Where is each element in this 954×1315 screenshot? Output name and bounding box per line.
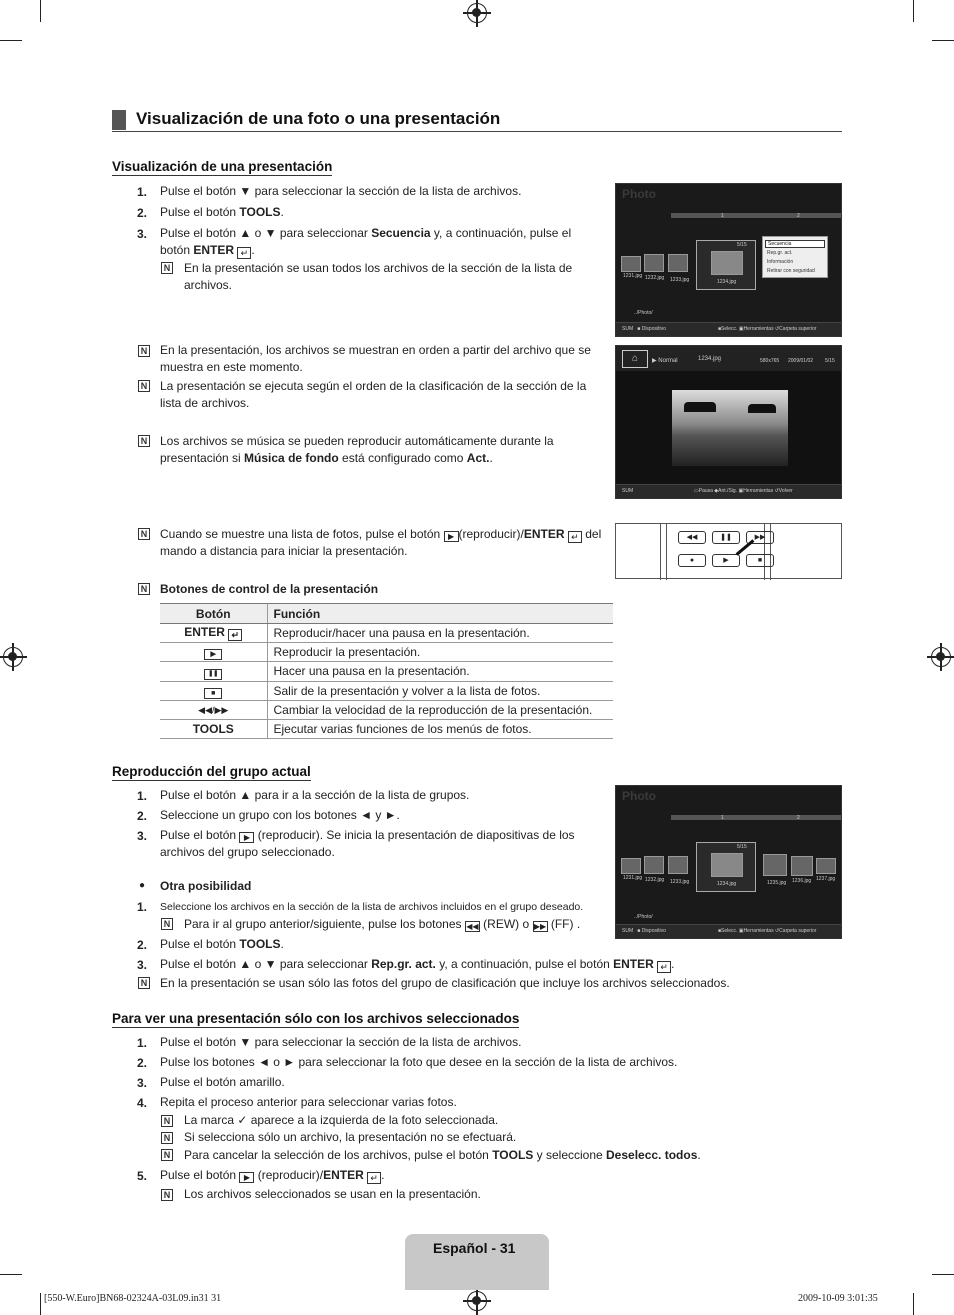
crop-mark [913,1293,914,1315]
crop-mark [932,40,954,41]
subsection-title: Reproducción del grupo actual [112,764,311,779]
file-label: 1232.jpg [645,877,665,883]
table-row [160,701,613,720]
photo-thumbnail [621,858,641,874]
crop-mark [40,1293,41,1315]
menu-item[interactable]: Rep.gr. act. [767,250,793,256]
bar-item: Herramientas [743,488,774,494]
photo-icon: ⌂ [622,350,648,368]
file-label: 1231.jpg [623,875,643,881]
tv-screenshot-photo-list [615,183,842,337]
play-key-icon: ▶ [239,1172,254,1183]
file-label: 1233.jpg [670,879,690,885]
count-label: 5/15 [737,844,747,850]
crop-mark [0,1274,22,1275]
note-text: Para cancelar la selección de los archivos, pulse el botón TOOLS y seleccione Deselecc. todos. [184,1148,701,1162]
bar-item: SUM [622,928,634,934]
note-text: Para ir al grupo anterior/siguiente, pulse los botones ◀◀ (REW) o ▶▶ (FF) . [184,917,581,931]
bar-item: Selecc. [721,326,738,332]
note-icon [161,1149,173,1161]
table-row [160,720,613,739]
step-number: 2. [137,938,148,952]
note-text: Cuando se muestre una lista de fotos, pulse el botón ▶ (reproducir)/ENTER ↵ del mando a distancia para iniciar la presentación. [160,527,602,558]
note-icon [161,1115,173,1127]
bar-item: Pausa [698,488,713,494]
file-label: 1235.jpg [767,880,787,886]
table-cell: Reproducir la presentación. [267,643,613,662]
note-icon [161,1189,173,1201]
slideshow-photo [672,390,788,466]
photo-thumbnail [644,856,664,874]
step-number: 2. [137,206,148,220]
registration-mark-icon [3,647,23,667]
note-icon [138,435,150,447]
page-title: Visualización de una foto o una presentación [136,109,501,128]
crop-mark [913,0,914,22]
bar-item: Dispositivo [641,928,666,934]
note-text: En la presentación, los archivos se muestran en orden a partir del archivo que se muestra en este momento. [160,343,591,374]
path-label: ../Photo/ [634,914,653,920]
check-mark-icon: ✓ [237,1113,248,1127]
pause-button-icon: ❚❚ [712,531,740,544]
step-number: 3. [137,227,148,241]
table-header-row [160,604,613,624]
file-label: 1233.jpg [670,277,690,283]
subsection-title: Visualización de una presentación [112,159,333,174]
heading-block-icon [112,110,126,130]
table-cell-key: ENTER ↵ [160,624,267,643]
enter-icon: ↵ [568,531,582,543]
step-text: Seleccione un grupo con los botones ◄ y ►. [160,808,400,822]
note-text: La marca ✓ aparece a la izquierda de la foto seleccionada. [184,1113,499,1127]
timeline [671,213,841,218]
step-number: 3. [137,1076,148,1090]
photo-detail [748,404,776,413]
count-label: 5/15 [737,242,747,248]
fast-forward-button-icon: ▶▶ [746,531,774,544]
photo-thumbnail [644,254,664,272]
screen-title: Photo [622,789,656,803]
step-text: Seleccione los archivos en la sección de la lista de archivos incluidos en el grupo deseado. [160,901,584,913]
timeline-label: 1 [721,815,724,821]
play-key-icon: ▶ [239,832,254,843]
file-label: 1234.jpg [717,881,737,887]
path-label: ../Photo/ [634,310,653,316]
note-icon [138,380,150,392]
table-cell-key: TOOLS [160,720,267,739]
step-text: Repita el proceso anterior para seleccionar varias fotos. [160,1095,457,1109]
note-text: En la presentación se usan todos los archivos de la sección de la lista de archivos. [184,261,573,292]
step-number: 1. [137,789,148,803]
subheading-text: Otra posibilidad [160,879,252,893]
photo-thumbnail [668,856,688,874]
timeline [671,815,841,820]
photo-thumbnail [711,251,743,275]
step-text: Pulse los botones ◄ o ► para seleccionar la foto que desee en la sección de la lista de archivos. [160,1055,678,1069]
bar-item: Herramientas [743,928,774,934]
bar-item: Carpeta superior [779,326,817,332]
note-text: La presentación se ejecuta según el orden de la clasificación de la sección de la lista de archivos. [160,379,587,410]
selected-photo-frame [696,842,756,892]
screen-status-bar: SUM ■ Dispositivo ■Selecc. ▣Herramientas ↺Carpeta superior [616,924,841,938]
note-text: Los archivos seleccionados se usan en la presentación. [184,1187,481,1201]
screen-title: Photo [622,187,656,201]
table-header: Función [267,604,613,624]
file-label: 1234.jpg [698,356,722,362]
step-text: Pulse el botón ▲ o ▼ para seleccionar Secuencia y, a continuación, pulse el botón ENTER ↵ . [160,226,572,258]
photo-thumbnail [711,853,743,877]
photo-detail [684,402,716,412]
photo-thumbnail [791,856,813,876]
step-text: Pulse el botón ▶ (reproducir). Se inicia la presentación de diapositivas de los archivos del grupo seleccionado. [160,828,575,859]
screen-status-bar: SUM ▭Pausa ◆Ant./Sig. ▣Herramientas ↺Volver [616,484,841,498]
note-icon [161,1132,173,1144]
photo-thumbnail [763,854,787,876]
table-row [160,624,613,643]
date-label: 2009/01/02 [788,358,814,364]
note-icon [161,918,173,930]
step-number: 3. [137,958,148,972]
step-text: Pulse el botón amarillo. [160,1075,285,1089]
tools-menu[interactable] [762,236,828,278]
record-button-icon: ● [678,554,706,567]
bar-item: Ant./Sig. [718,488,738,494]
print-footer-right: 2009-10-09 3:01:35 [798,1293,878,1304]
table-cell: Ejecutar varias funciones de los menús de fotos. [267,720,613,739]
tv-screenshot-slideshow [615,345,842,499]
note-icon [138,583,150,595]
step-number: 4. [137,1096,148,1110]
bar-item: Dispositivo [641,326,666,332]
note-icon [138,528,150,540]
enter-icon: ↵ [228,629,242,641]
registration-mark-icon [467,1291,487,1311]
photo-thumbnail [816,858,836,874]
table-cell: Reproducir/hacer una pausa en la presentación. [267,624,613,643]
step-text: Pulse el botón TOOLS. [160,937,284,951]
selected-photo-frame [696,240,756,290]
tv-screenshot-group-list [615,785,842,939]
step-text: Pulse el botón ▲ para ir a la sección de la lista de grupos. [160,788,470,802]
bar-item: SUM [622,488,634,494]
step-text: Pulse el botón ▶ (reproducir)/ENTER ↵ . [160,1168,385,1183]
step-number: 1. [137,900,148,914]
menu-item[interactable]: Información [767,259,794,265]
note-text: Si selecciona sólo un archivo, la presentación no se efectuará. [184,1130,517,1144]
step-number: 2. [137,1056,148,1070]
step-text: Pulse el botón ▼ para seleccionar la sección de la lista de archivos. [160,1035,522,1049]
table-cell-key [160,701,267,720]
crop-mark [40,0,41,22]
step-text: Pulse el botón ▲ o ▼ para seleccionar Rep.gr. act. y, a continuación, pulse el botón ENTER ↵ . [160,957,675,972]
play-key-icon: ▶ [444,531,459,542]
note-text: En la presentación se usan sólo las fotos del grupo de clasificación que incluye los archivos seleccionados. [160,976,730,990]
page-number: Español - 31 [433,1240,516,1256]
control-buttons-table [160,603,613,739]
print-footer-left: [550-W.Euro]BN68-02324A-03L09.in31 31 [44,1293,222,1304]
step-number: 2. [137,809,148,823]
file-label: 1237.jpg [816,876,836,882]
slideshow-mode: ▶ Normal [652,358,678,364]
step-number: 5. [137,1169,148,1183]
table-cell: Cambiar la velocidad de la reproducción de la presentación. [267,701,613,720]
crop-mark [932,1274,954,1275]
enter-icon: ↵ [367,1172,381,1184]
note-text: Los archivos se música se pueden reproducir automáticamente durante la presentación si Música de fondo está configurado como Act.. [160,434,554,465]
step-text: Pulse el botón TOOLS. [160,205,284,219]
note-icon [138,977,150,989]
note-icon [161,262,173,274]
step-number: 1. [137,185,148,199]
rewind-button-icon: ◀◀ [678,531,706,544]
step-text: Pulse el botón ▼ para seleccionar la sección de la lista de archivos. [160,184,522,198]
file-label: 1234.jpg [717,279,737,285]
stop-key-icon: ■ [204,688,222,699]
menu-item[interactable]: Retirar con seguridad [767,268,815,274]
note-icon [138,345,150,357]
pause-key-icon: ❚❚ [204,669,222,680]
registration-mark-icon [467,3,487,23]
bullet-icon: ● [139,880,146,891]
timeline-label: 2 [797,815,800,821]
file-label: 1232.jpg [645,275,665,281]
table-cell: Salir de la presentación y volver a la lista de fotos. [267,682,613,701]
table-row [160,682,613,701]
resolution-label: 580x765 [760,358,780,364]
note-text: Botones de control de la presentación [160,582,379,596]
photo-thumbnail [668,254,688,272]
count-label: 5/15 [825,358,835,364]
stop-button-icon: ■ [746,554,774,567]
step-number: 3. [137,829,148,843]
remote-control-illustration [615,523,842,579]
timeline-label: 1 [721,213,724,219]
table-cell-key [160,662,267,682]
file-label: 1231.jpg [623,273,643,279]
table-row [160,662,613,682]
table-row [160,643,613,662]
bar-item: Carpeta superior [779,928,817,934]
bar-item: Herramientas [743,326,774,332]
enter-icon: ↵ [237,247,251,259]
play-button-icon: ▶ [712,554,740,567]
play-key-icon: ▶ [204,649,222,660]
subsection-title: Para ver una presentación sólo con los archivos seleccionados [112,1011,520,1026]
bar-item: SUM [622,326,634,332]
file-label: 1236.jpg [792,878,812,884]
table-cell-key [160,682,267,701]
section-heading [112,108,842,132]
timeline-label: 2 [797,213,800,219]
photo-thumbnail [621,256,641,272]
table-header: Botón [160,604,267,624]
bar-item: Volver [778,488,793,494]
table-cell-key [160,643,267,662]
crop-mark [0,40,22,41]
table-cell: Hacer una pausa en la presentación. [267,662,613,682]
bar-item: Selecc. [721,928,738,934]
ff-key-icon: ▶▶ [533,922,547,931]
rew-key-icon: ◀◀ [466,922,479,931]
page-number-badge [405,1234,549,1290]
menu-item-secuencia[interactable]: Secuencia [765,240,825,248]
rew-ff-key-icon: ◀◀/▶▶ [198,705,229,715]
registration-mark-icon [931,647,951,667]
step-number: 1. [137,1036,148,1050]
screen-status-bar: SUM ■ Dispositivo ■Selecc. ▣Herramientas ↺Carpeta superior [616,322,841,336]
enter-icon: ↵ [657,961,671,973]
